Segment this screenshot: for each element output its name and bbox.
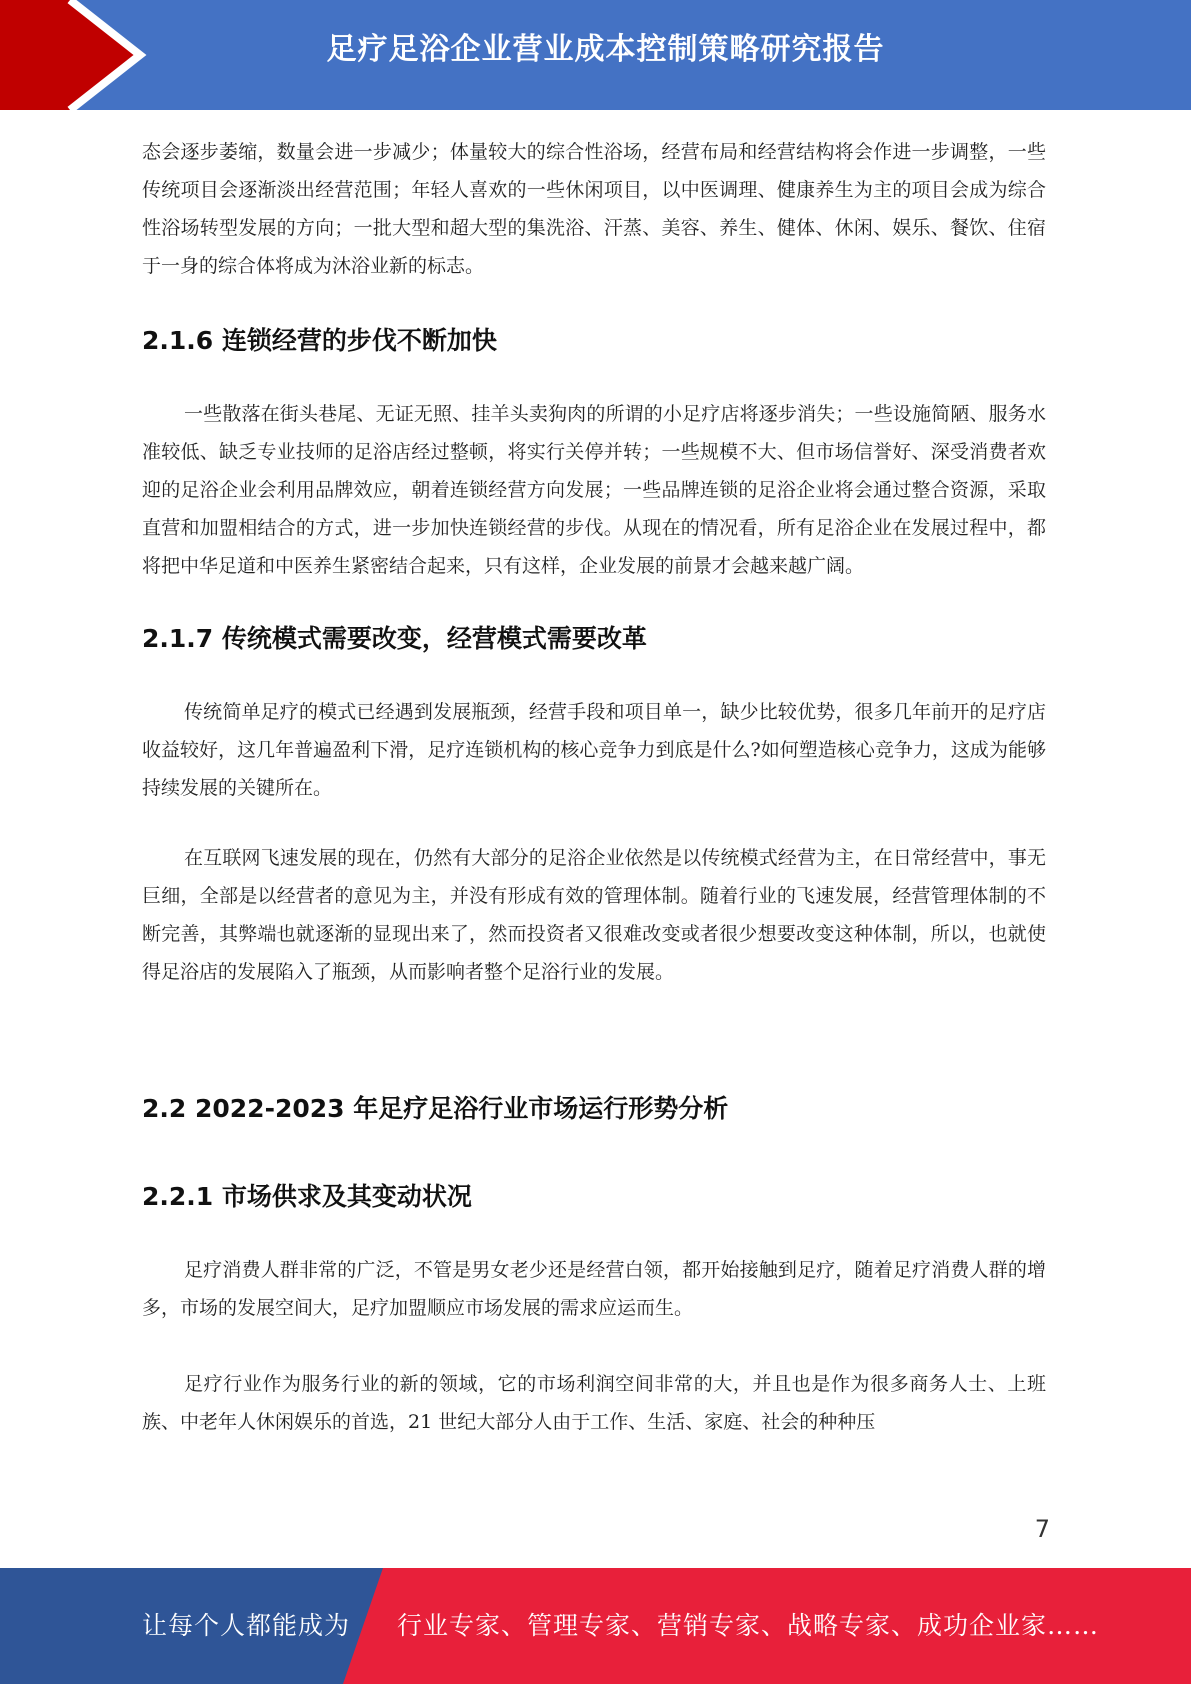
heading-2-1-6: 2.1.6 连锁经营的步伐不断加快 bbox=[142, 326, 497, 355]
page-header bbox=[0, 0, 1191, 110]
heading-2-2: 2.2 2022-2023 年足疗足浴行业市场运行形势分析 bbox=[142, 1094, 729, 1123]
report-title: 足疗足浴企业营业成本控制策略研究报告 bbox=[326, 32, 885, 67]
paragraph-consumer-groups: 足疗消费人群非常的广泛，不管是男女老少还是经营白领，都开始接触到足疗，随着足疗消费人群的增多，市场的发展空间大，足疗加盟顺应市场发展的需求应运而生。 bbox=[142, 1259, 1046, 1319]
page-number: 7 bbox=[1034, 1515, 1050, 1543]
page-content bbox=[142, 133, 1046, 1441]
paragraph-profit-space: 足疗行业作为服务行业的新的领域，它的市场利润空间非常的大，并且也是作为很多商务人士、上班族、中老年人休闲娱乐的首选，21 世纪大部分人由于工作、生活、家庭、社会的种种压 bbox=[142, 1373, 1046, 1433]
heading-2-2-1: 2.2.1 市场供求及其变动状况 bbox=[142, 1182, 472, 1211]
page-footer bbox=[0, 1568, 1191, 1684]
paragraph-chain-operation: 一些散落在街头巷尾、无证无照、挂羊头卖狗肉的所谓的小足疗店将逐步消失；一些设施简陋、服务水准较低、缺乏专业技师的足浴店经过整顿，将实行关停并转；一些规模不大、但市场信誉好、深受消费者欢迎的足浴企业会利用品牌效应，朝着连锁经营方向发展；一些品牌连锁的足浴企业将会通过整合资源，采取直营和加盟相结合的方式，进一步加快连锁经营的步伐。从现在的情况看，所有足浴企业在发展过程中，都将把中华足道和中医养生紧密结合起来，只有这样，企业发展的前景才会越来越广阔。 bbox=[142, 403, 1046, 577]
heading-2-1-7: 2.1.7 传统模式需要改变，经营模式需要改革 bbox=[142, 624, 647, 653]
paragraph-continued: 态会逐步萎缩，数量会进一步减少；体量较大的综合性浴场，经营布局和经营结构将会作进一步调整，一些传统项目会逐渐淡出经营范围；年轻人喜欢的一些休闲项目，以中医调理、健康养生为主的项目会成为综合性浴场转型发展的方向；一批大型和超大型的集洗浴、汗蒸、美容、养生、健体、休闲、娱乐、餐饮、住宿于一身的综合体将成为沐浴业新的标志。 bbox=[142, 141, 1046, 277]
paragraph-internet-era: 在互联网飞速发展的现在，仍然有大部分的足浴企业依然是以传统模式经营为主，在日常经营中，事无巨细，全部是以经营者的意见为主，并没有形成有效的管理体制。随着行业的飞速发展，经营管理体制的不断完善，其弊端也就逐渐的显现出来了，然而投资者又很难改变或者很少想要改变这种体制，所以，也就使得足浴店的发展陷入了瓶颈，从而影响者整个足浴行业的发展。 bbox=[142, 847, 1046, 983]
footer-slogan-left: 让每个人都能成为 bbox=[142, 1611, 351, 1640]
footer-slogan-right: 行业专家、管理专家、营销专家、战略专家、成功企业家…… bbox=[397, 1611, 1100, 1640]
paragraph-traditional-model: 传统简单足疗的模式已经遇到发展瓶颈，经营手段和项目单一，缺少比较优势，很多几年前开的足疗店收益较好，这几年普遍盈利下滑，足疗连锁机构的核心竞争力到底是什么?如何塑造核心竞争力，这成为能够持续发展的关键所在。 bbox=[142, 701, 1046, 799]
